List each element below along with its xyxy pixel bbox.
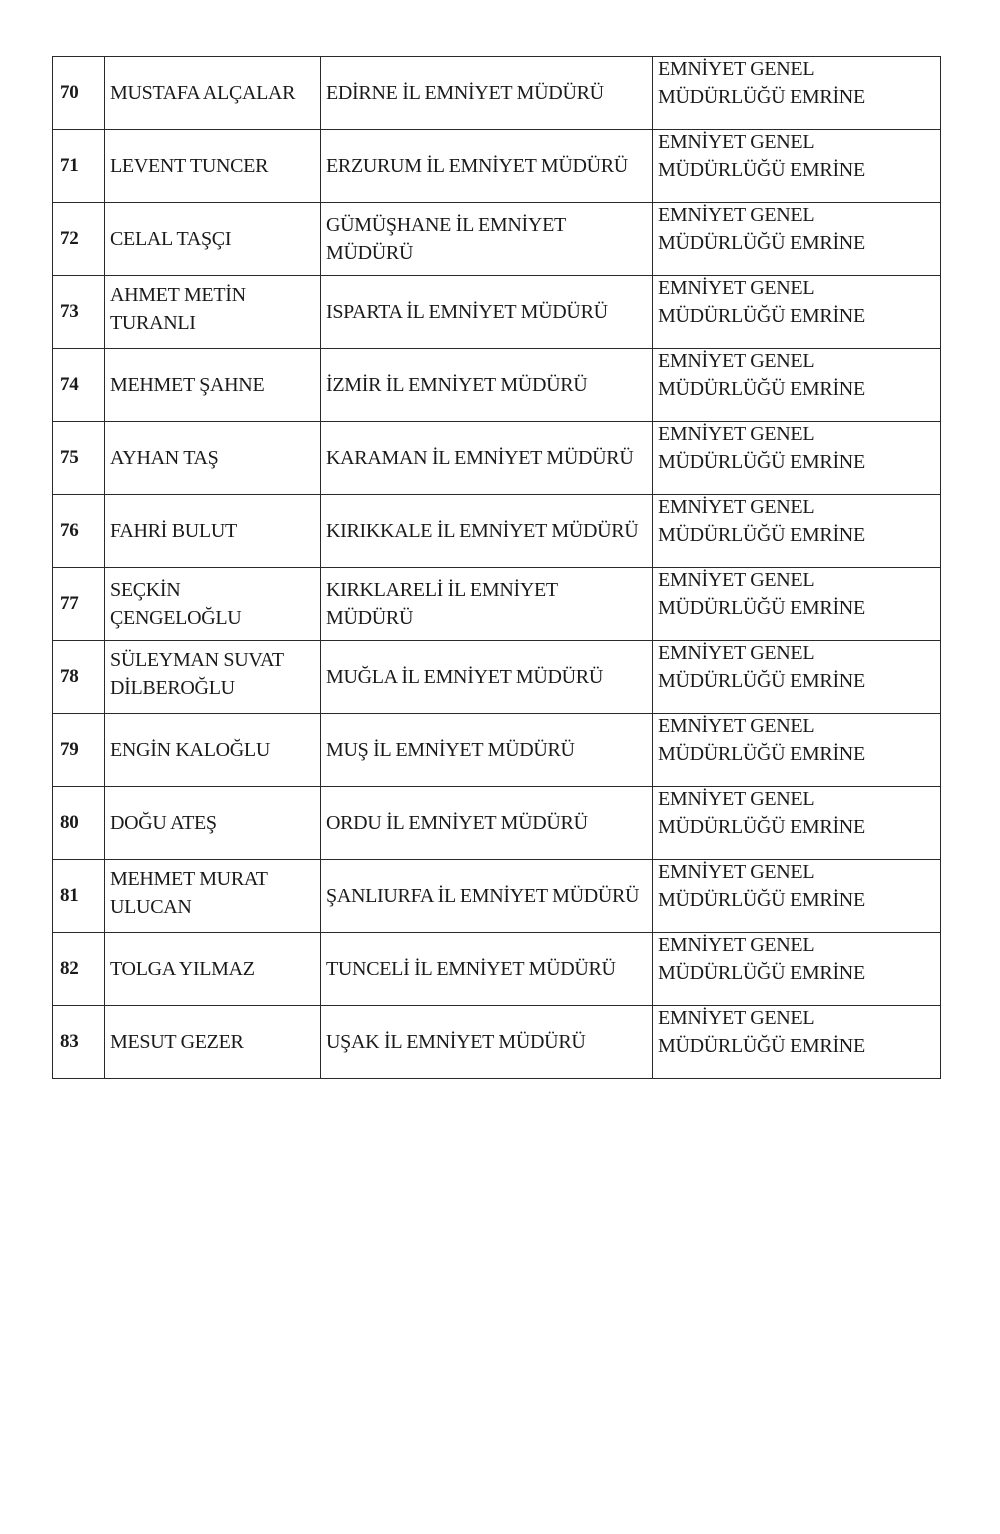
person-name-cell	[105, 130, 321, 203]
person-name: SEÇKİN ÇENGELOĞLU	[110, 579, 242, 629]
person-name: LEVENT TUNCER	[110, 155, 269, 177]
person-name: CELAL TAŞÇI	[110, 228, 232, 250]
current-position: ERZURUM İL EMNİYET MÜDÜRÜ	[326, 155, 628, 177]
current-position-cell	[321, 422, 653, 495]
table-row	[53, 130, 941, 203]
current-position-cell	[321, 860, 653, 933]
person-name: MESUT GEZER	[110, 1031, 244, 1053]
person-name: FAHRİ BULUT	[110, 520, 237, 542]
new-assignment: EMNİYET GENEL MÜDÜRLÜĞÜ EMRİNE	[658, 350, 865, 400]
person-name-cell	[105, 57, 321, 130]
table-row	[53, 641, 941, 714]
new-assignment-cell	[653, 860, 941, 933]
new-assignment: EMNİYET GENEL MÜDÜRLÜĞÜ EMRİNE	[658, 277, 865, 327]
person-name-cell	[105, 933, 321, 1006]
person-name-cell	[105, 860, 321, 933]
current-position-cell	[321, 276, 653, 349]
current-position-cell	[321, 641, 653, 714]
current-position-cell	[321, 57, 653, 130]
row-number: 72	[53, 203, 105, 276]
row-number: 83	[53, 1006, 105, 1079]
new-assignment: EMNİYET GENEL MÜDÜRLÜĞÜ EMRİNE	[658, 1007, 865, 1057]
current-position-cell	[321, 933, 653, 1006]
current-position-cell	[321, 1006, 653, 1079]
current-position: KIRIKKALE İL EMNİYET MÜDÜRÜ	[326, 520, 639, 542]
table-row	[53, 276, 941, 349]
new-assignment-cell	[653, 276, 941, 349]
row-number: 78	[53, 641, 105, 714]
person-name: AHMET METİN TURANLI	[110, 284, 246, 334]
table-row	[53, 787, 941, 860]
current-position: İZMİR İL EMNİYET MÜDÜRÜ	[326, 374, 588, 396]
row-number: 76	[53, 495, 105, 568]
table-row	[53, 57, 941, 130]
person-name-cell	[105, 422, 321, 495]
new-assignment-cell	[653, 349, 941, 422]
table-row	[53, 568, 941, 641]
table-body	[53, 57, 941, 1079]
row-number: 71	[53, 130, 105, 203]
person-name-cell	[105, 568, 321, 641]
new-assignment-cell	[653, 422, 941, 495]
current-position: KIRKLARELİ İL EMNİYET MÜDÜRÜ	[326, 579, 558, 629]
table-row	[53, 349, 941, 422]
row-number: 82	[53, 933, 105, 1006]
new-assignment-cell	[653, 641, 941, 714]
new-assignment: EMNİYET GENEL MÜDÜRLÜĞÜ EMRİNE	[658, 496, 865, 546]
new-assignment-cell	[653, 714, 941, 787]
new-assignment-cell	[653, 495, 941, 568]
person-name-cell	[105, 495, 321, 568]
person-name: MUSTAFA ALÇALAR	[110, 82, 296, 104]
new-assignment: EMNİYET GENEL MÜDÜRLÜĞÜ EMRİNE	[658, 715, 865, 765]
person-name-cell	[105, 641, 321, 714]
person-name-cell	[105, 1006, 321, 1079]
new-assignment: EMNİYET GENEL MÜDÜRLÜĞÜ EMRİNE	[658, 569, 865, 619]
new-assignment: EMNİYET GENEL MÜDÜRLÜĞÜ EMRİNE	[658, 642, 865, 692]
person-name-cell	[105, 787, 321, 860]
row-number: 70	[53, 57, 105, 130]
current-position-cell	[321, 787, 653, 860]
new-assignment-cell	[653, 787, 941, 860]
table-row	[53, 1006, 941, 1079]
current-position: MUĞLA İL EMNİYET MÜDÜRÜ	[326, 666, 603, 688]
new-assignment-cell	[653, 1006, 941, 1079]
new-assignment: EMNİYET GENEL MÜDÜRLÜĞÜ EMRİNE	[658, 58, 865, 108]
table-row	[53, 933, 941, 1006]
new-assignment: EMNİYET GENEL MÜDÜRLÜĞÜ EMRİNE	[658, 861, 865, 911]
table-row	[53, 422, 941, 495]
current-position: GÜMÜŞHANE İL EMNİYET MÜDÜRÜ	[326, 214, 566, 264]
current-position: EDİRNE İL EMNİYET MÜDÜRÜ	[326, 82, 604, 104]
appointment-table	[52, 56, 941, 1079]
row-number: 74	[53, 349, 105, 422]
current-position: UŞAK İL EMNİYET MÜDÜRÜ	[326, 1031, 586, 1053]
new-assignment-cell	[653, 933, 941, 1006]
new-assignment-cell	[653, 568, 941, 641]
person-name: AYHAN TAŞ	[110, 447, 219, 469]
new-assignment: EMNİYET GENEL MÜDÜRLÜĞÜ EMRİNE	[658, 131, 865, 181]
current-position: ŞANLIURFA İL EMNİYET MÜDÜRÜ	[326, 885, 640, 907]
row-number: 81	[53, 860, 105, 933]
person-name: MEHMET MURAT ULUCAN	[110, 868, 268, 918]
person-name: SÜLEYMAN SUVAT DİLBEROĞLU	[110, 649, 284, 699]
person-name: DOĞU ATEŞ	[110, 812, 217, 834]
person-name-cell	[105, 349, 321, 422]
current-position: ORDU İL EMNİYET MÜDÜRÜ	[326, 812, 588, 834]
person-name: MEHMET ŞAHNE	[110, 374, 265, 396]
current-position-cell	[321, 130, 653, 203]
table-row	[53, 714, 941, 787]
person-name-cell	[105, 714, 321, 787]
person-name: TOLGA YILMAZ	[110, 958, 255, 980]
new-assignment: EMNİYET GENEL MÜDÜRLÜĞÜ EMRİNE	[658, 204, 865, 254]
row-number: 79	[53, 714, 105, 787]
new-assignment: EMNİYET GENEL MÜDÜRLÜĞÜ EMRİNE	[658, 934, 865, 984]
person-name: ENGİN KALOĞLU	[110, 739, 270, 761]
current-position-cell	[321, 203, 653, 276]
new-assignment-cell	[653, 57, 941, 130]
row-number: 77	[53, 568, 105, 641]
current-position: KARAMAN İL EMNİYET MÜDÜRÜ	[326, 447, 634, 469]
new-assignment-cell	[653, 203, 941, 276]
current-position: ISPARTA İL EMNİYET MÜDÜRÜ	[326, 301, 608, 323]
table-row	[53, 860, 941, 933]
current-position-cell	[321, 495, 653, 568]
person-name-cell	[105, 276, 321, 349]
person-name-cell	[105, 203, 321, 276]
current-position: MUŞ İL EMNİYET MÜDÜRÜ	[326, 739, 575, 761]
current-position-cell	[321, 714, 653, 787]
row-number: 80	[53, 787, 105, 860]
current-position-cell	[321, 568, 653, 641]
current-position: TUNCELİ İL EMNİYET MÜDÜRÜ	[326, 958, 616, 980]
current-position-cell	[321, 349, 653, 422]
new-assignment: EMNİYET GENEL MÜDÜRLÜĞÜ EMRİNE	[658, 788, 865, 838]
new-assignment: EMNİYET GENEL MÜDÜRLÜĞÜ EMRİNE	[658, 423, 865, 473]
new-assignment-cell	[653, 130, 941, 203]
table-row	[53, 495, 941, 568]
table-row	[53, 203, 941, 276]
row-number: 75	[53, 422, 105, 495]
row-number: 73	[53, 276, 105, 349]
